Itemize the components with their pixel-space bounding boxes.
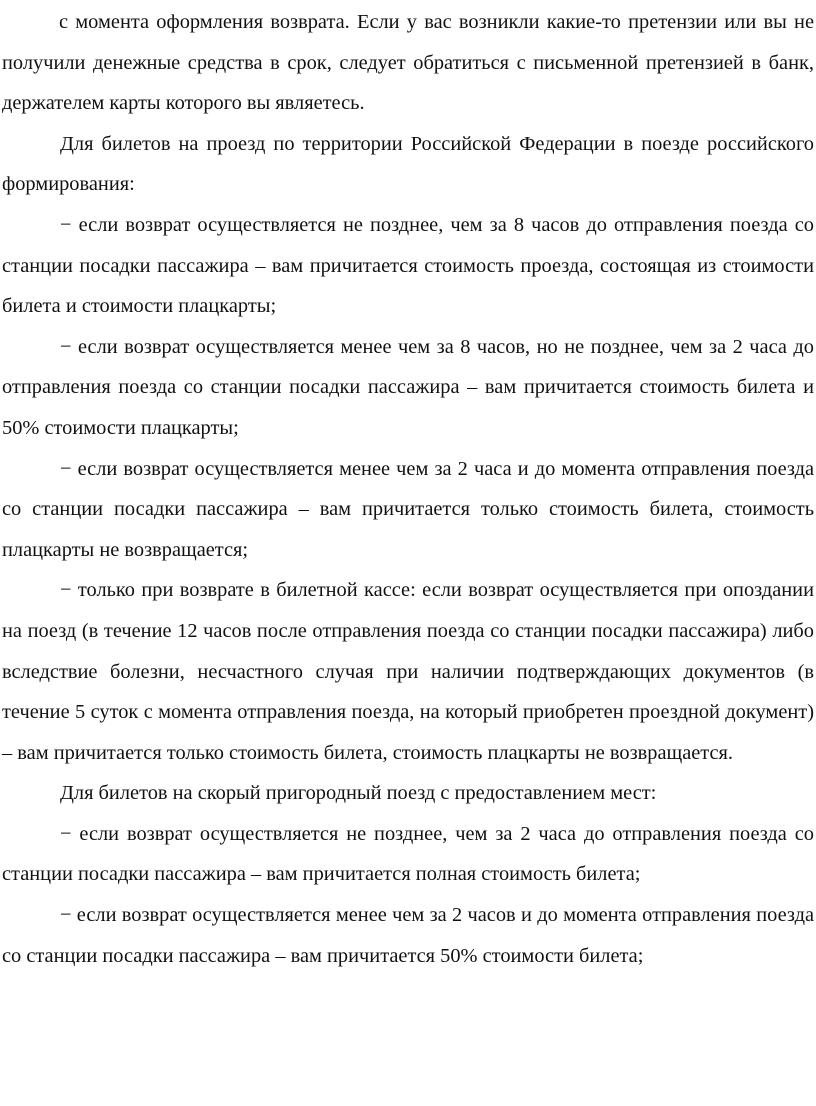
paragraph-russia-trains-heading: Для билетов на проезд по территории Российской Федерации в поезде российского формирования: <box>2 132 814 196</box>
list-item-ticket-office: − только при возврате в билетной кассе: если возврат осуществляется при опоздании на поезд (в течение 12 часов после отправления поезда со станции посадки пассажира) либо вследствие болезни, несчастного случая при наличии подтверждающих документов (в течение 5 суток с момента отправления поезда, на который приобретен проездной документ) – вам причитается только стоимость билета, стоимость плацкарты не возвращается. <box>2 579 814 764</box>
paragraph-suburban-heading: Для билетов на скорый пригородный поезд с предоставлением мест: <box>60 782 657 805</box>
paragraph-refund-claim: с момента оформления возврата. Если у вас возникли какие-то претензии или вы не получили денежные средства в срок, следует обратиться с письменной претензией в банк, держателем карты которого вы являетесь. <box>2 11 814 115</box>
list-item-under-2-hours: − если возврат осуществляется менее чем за 2 часа и до момента отправления поезда со станции посадки пассажира – вам причитается только стоимость билета, стоимость плацкарты не возвращается; <box>2 457 814 561</box>
list-item-suburban-2-hours: − если возврат осуществляется не позднее, чем за 2 часа до отправления поезда со станции посадки пассажира – вам причитается полная стоимость билета; <box>2 822 814 886</box>
list-item-8-to-2-hours: − если возврат осуществляется менее чем за 8 часов, но не позднее, чем за 2 часа до отправления поезда со станции посадки пассажира – вам причитается стоимость билета и 50% стоимости плацкарты; <box>2 335 814 439</box>
list-item-8-hours: − если возврат осуществляется не позднее, чем за 8 часов до отправления поезда со станции посадки пассажира – вам причитается стоимость проезда, состоящая из стоимости билета и стоимости плацкарты; <box>2 213 814 318</box>
list-item-suburban-under-2-hours: − если возврат осуществляется менее чем за 2 часов и до момента отправления поезда со станции посадки пассажира – вам причитается 50% стоимости билета; <box>2 904 814 967</box>
